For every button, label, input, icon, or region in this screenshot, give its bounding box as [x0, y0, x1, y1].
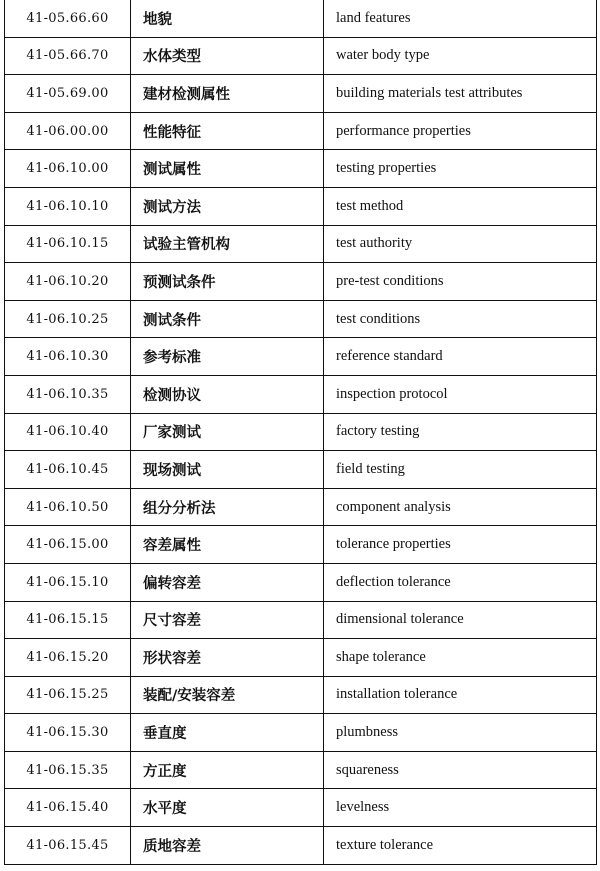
table-row: [5, 150, 597, 188]
chinese-term-cell: 水体类型: [131, 37, 324, 75]
code-cell: 41-06.15.35: [5, 751, 131, 789]
code-cell: 41-05.69.00: [5, 75, 131, 113]
chinese-term-cell: 预测试条件: [131, 263, 324, 301]
chinese-term-cell: 检测协议: [131, 375, 324, 413]
code-cell: 41-06.15.40: [5, 789, 131, 827]
chinese-term-cell: 组分分析法: [131, 488, 324, 526]
classification-table-container: [4, 0, 596, 865]
table-row: [5, 526, 597, 564]
table-row: [5, 789, 597, 827]
code-cell: 41-06.10.35: [5, 375, 131, 413]
english-term-cell: pre-test conditions: [324, 263, 597, 301]
english-term-cell: tolerance properties: [324, 526, 597, 564]
chinese-term-cell: 测试属性: [131, 150, 324, 188]
code-cell: 41-06.15.00: [5, 526, 131, 564]
chinese-term-cell: 参考标准: [131, 338, 324, 376]
chinese-term-cell: 偏转容差: [131, 563, 324, 601]
english-term-cell: land features: [324, 0, 597, 37]
code-cell: 41-06.10.10: [5, 187, 131, 225]
english-term-cell: installation tolerance: [324, 676, 597, 714]
english-term-cell: testing properties: [324, 150, 597, 188]
english-term-cell: deflection tolerance: [324, 563, 597, 601]
english-term-cell: squareness: [324, 751, 597, 789]
english-term-cell: dimensional tolerance: [324, 601, 597, 639]
chinese-term-cell: 建材检测属性: [131, 75, 324, 113]
chinese-term-cell: 厂家测试: [131, 413, 324, 451]
english-term-cell: test conditions: [324, 300, 597, 338]
english-term-cell: levelness: [324, 789, 597, 827]
code-cell: 41-06.10.20: [5, 263, 131, 301]
english-term-cell: test authority: [324, 225, 597, 263]
table-row: [5, 263, 597, 301]
code-cell: 41-06.10.50: [5, 488, 131, 526]
table-row: [5, 338, 597, 376]
table-row: [5, 225, 597, 263]
table-row: [5, 601, 597, 639]
chinese-term-cell: 装配/安装容差: [131, 676, 324, 714]
table-row: [5, 187, 597, 225]
code-cell: 41-06.15.45: [5, 827, 131, 865]
table-body: [5, 0, 597, 864]
code-cell: 41-06.15.10: [5, 563, 131, 601]
chinese-term-cell: 容差属性: [131, 526, 324, 564]
chinese-term-cell: 垂直度: [131, 714, 324, 752]
table-row: [5, 676, 597, 714]
english-term-cell: factory testing: [324, 413, 597, 451]
english-term-cell: inspection protocol: [324, 375, 597, 413]
english-term-cell: test method: [324, 187, 597, 225]
chinese-term-cell: 尺寸容差: [131, 601, 324, 639]
code-cell: 41-06.10.30: [5, 338, 131, 376]
classification-table: [4, 0, 597, 865]
chinese-term-cell: 地貌: [131, 0, 324, 37]
table-row: [5, 563, 597, 601]
code-cell: 41-06.00.00: [5, 112, 131, 150]
chinese-term-cell: 现场测试: [131, 451, 324, 489]
code-cell: 41-06.10.25: [5, 300, 131, 338]
table-row: [5, 37, 597, 75]
table-row: [5, 827, 597, 865]
code-cell: 41-06.15.20: [5, 639, 131, 677]
code-cell: 41-06.15.30: [5, 714, 131, 752]
english-term-cell: plumbness: [324, 714, 597, 752]
english-term-cell: reference standard: [324, 338, 597, 376]
code-cell: 41-06.15.15: [5, 601, 131, 639]
chinese-term-cell: 水平度: [131, 789, 324, 827]
table-row: [5, 751, 597, 789]
table-row: [5, 639, 597, 677]
english-term-cell: field testing: [324, 451, 597, 489]
chinese-term-cell: 试验主管机构: [131, 225, 324, 263]
code-cell: 41-05.66.60: [5, 0, 131, 37]
code-cell: 41-06.10.40: [5, 413, 131, 451]
code-cell: 41-06.10.45: [5, 451, 131, 489]
table-row: [5, 488, 597, 526]
table-row: [5, 75, 597, 113]
table-row: [5, 0, 597, 37]
english-term-cell: component analysis: [324, 488, 597, 526]
chinese-term-cell: 性能特征: [131, 112, 324, 150]
english-term-cell: shape tolerance: [324, 639, 597, 677]
code-cell: 41-06.10.15: [5, 225, 131, 263]
code-cell: 41-06.15.25: [5, 676, 131, 714]
chinese-term-cell: 测试方法: [131, 187, 324, 225]
chinese-term-cell: 质地容差: [131, 827, 324, 865]
chinese-term-cell: 方正度: [131, 751, 324, 789]
english-term-cell: water body type: [324, 37, 597, 75]
table-row: [5, 375, 597, 413]
table-row: [5, 413, 597, 451]
english-term-cell: texture tolerance: [324, 827, 597, 865]
table-row: [5, 714, 597, 752]
english-term-cell: performance properties: [324, 112, 597, 150]
code-cell: 41-05.66.70: [5, 37, 131, 75]
english-term-cell: building materials test attributes: [324, 75, 597, 113]
table-row: [5, 451, 597, 489]
table-row: [5, 112, 597, 150]
code-cell: 41-06.10.00: [5, 150, 131, 188]
chinese-term-cell: 形状容差: [131, 639, 324, 677]
chinese-term-cell: 测试条件: [131, 300, 324, 338]
table-row: [5, 300, 597, 338]
